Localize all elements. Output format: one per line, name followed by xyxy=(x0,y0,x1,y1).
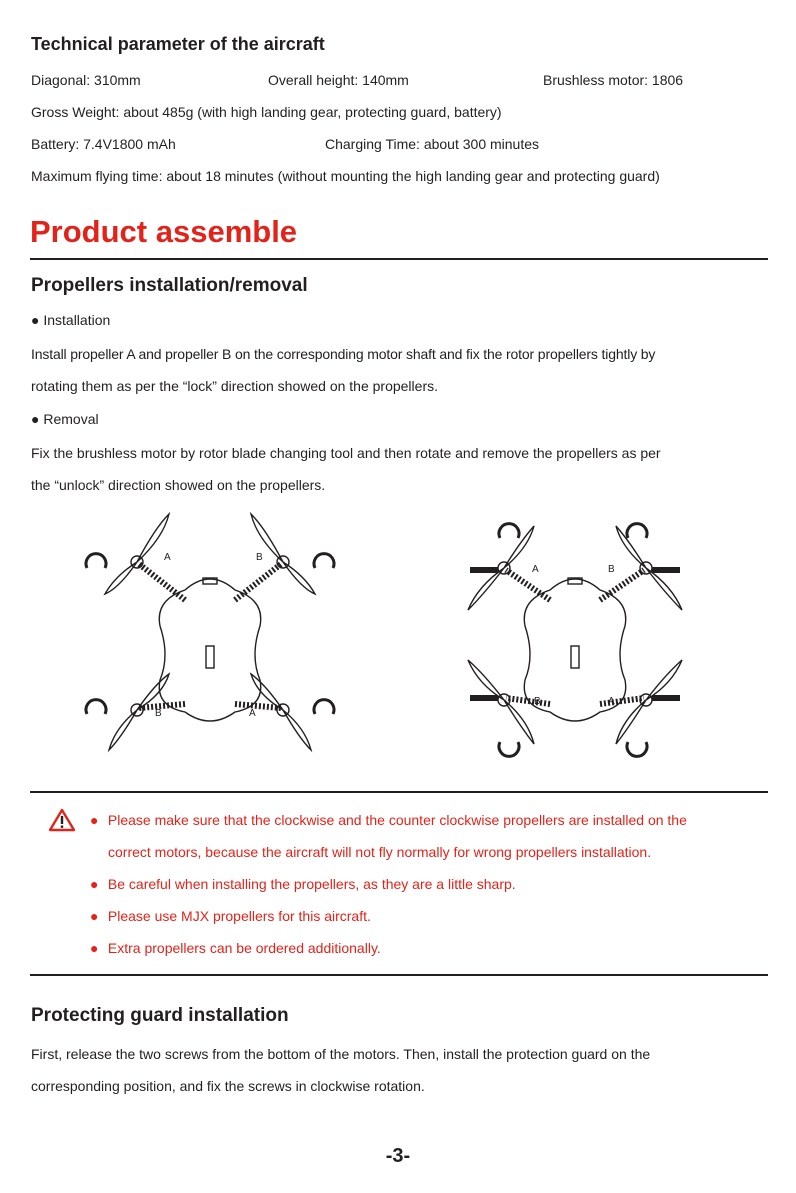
label-b: B xyxy=(155,708,162,719)
section-divider xyxy=(30,258,768,260)
warning-text: Please make sure that the clockwise and the counter clockwise propellers are installed on the xyxy=(107,812,687,828)
arm-front-right xyxy=(235,564,281,600)
removal-diagram xyxy=(450,508,700,763)
page-number: -3- xyxy=(385,1145,411,1167)
drone-battery-slot xyxy=(571,646,579,668)
installation-diagram xyxy=(75,508,345,763)
warning-top-rule xyxy=(30,791,768,793)
warning-text: Please use MJX propellers for this aircraft. xyxy=(107,908,371,924)
guard-text-2: corresponding position, and fix the screws in clockwise rotation. xyxy=(31,1078,425,1094)
tech-title: Technical parameter of the aircraft xyxy=(31,34,325,54)
lock-arrow-icon xyxy=(86,700,106,714)
unlock-arrow-icon xyxy=(627,524,647,538)
spec-flying-time: Maximum flying time: about 18 minutes (without mounting the high landing gear and protecting guard) xyxy=(31,168,660,184)
unlock-arrow-icon xyxy=(627,742,647,756)
arm-front-left xyxy=(139,564,185,600)
guard-text-1: First, release the two screws from the bottom of the motors. Then, install the protection guard on the xyxy=(31,1046,651,1062)
assemble-title: Product assemble xyxy=(30,214,298,249)
spec-motor: Brushless motor: 1806 xyxy=(543,72,684,88)
warning-text: Extra propellers can be ordered additionally. xyxy=(107,940,381,956)
arm-front-left xyxy=(506,570,550,600)
spec-height: Overall height: 140mm xyxy=(268,72,409,88)
drone-battery-slot xyxy=(206,646,214,668)
unlock-arrow-icon xyxy=(499,742,519,756)
label-b: B xyxy=(534,696,541,707)
spec-battery: Battery: 7.4V1800 mAh xyxy=(31,136,176,152)
propeller-icon xyxy=(105,514,169,594)
spec-weight: Gross Weight: about 485g (with high landing gear, protecting guard, battery) xyxy=(31,104,502,120)
label-a: A xyxy=(249,708,256,719)
unlock-arrow-icon xyxy=(499,524,519,538)
label-b: B xyxy=(608,564,615,575)
spec-diagonal: Diagonal: 310mm xyxy=(31,72,141,88)
warning-item-2: ● Be careful when installing the propellers, as they are a little sharp. xyxy=(90,876,516,892)
warning-bottom-rule xyxy=(30,974,768,976)
label-b: B xyxy=(256,552,263,563)
label-a: A xyxy=(164,552,171,563)
warning-text: Be careful when installing the propellers, as they are a little sharp. xyxy=(107,876,516,892)
spec-charging: Charging Time: about 300 minutes xyxy=(325,136,540,152)
warning-item-4: ● Extra propellers can be ordered additionally. xyxy=(90,940,381,956)
label-a: A xyxy=(532,564,539,575)
removal-label: ● Removal xyxy=(31,411,99,427)
arm-front-right xyxy=(600,570,644,600)
removal-text-1: Fix the brushless motor by rotor blade changing tool and then rotate and remove the propellers as per xyxy=(31,445,661,461)
label-a: A xyxy=(608,696,615,707)
installation-label: ● Installation xyxy=(31,312,111,328)
lock-arrow-icon xyxy=(86,554,106,568)
warning-text: correct motors, because the aircraft will not fly normally for wrong propellers installation. xyxy=(108,844,652,860)
lock-arrow-icon xyxy=(314,700,334,714)
propellers-title: Propellers installation/removal xyxy=(31,275,308,296)
removal-text-2: the “unlock” direction showed on the propellers. xyxy=(31,477,326,493)
drone-body xyxy=(159,579,260,721)
installation-text-2: rotating them as per the “lock” direction showed on the propellers. xyxy=(31,378,438,394)
warning-icon xyxy=(48,808,76,832)
lock-arrow-icon xyxy=(314,554,334,568)
warning-item-1: ● Please make sure that the clockwise and the counter clockwise propellers are installed on the xyxy=(90,812,687,828)
guard-title: Protecting guard installation xyxy=(31,1005,289,1026)
warning-item-3: ● Please use MJX propellers for this aircraft. xyxy=(90,908,371,924)
installation-text-1: Install propeller A and propeller B on the corresponding motor shaft and fix the rotor propellers tightly by xyxy=(31,346,656,362)
